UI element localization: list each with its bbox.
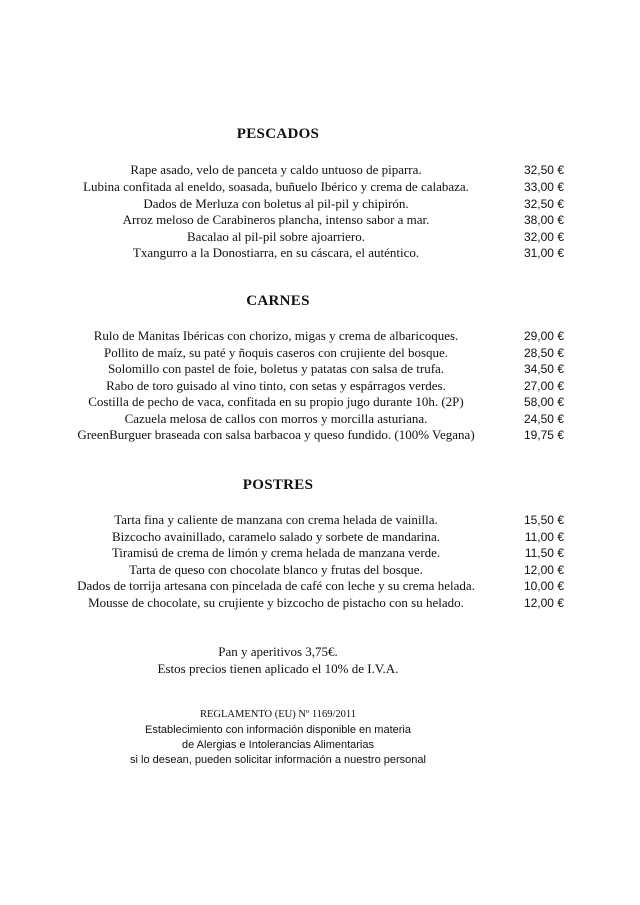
dish-name: GreenBurguer braseada con salsa barbacoa y queso fundido. (100% Vegana) bbox=[77, 427, 475, 442]
menu-item bbox=[0, 595, 640, 612]
dish-name: Costilla de pecho de vaca, confitada en su propio jugo durante 10h. (2P) bbox=[88, 394, 464, 409]
menu-item bbox=[0, 529, 640, 546]
dish-price: 27,00 € bbox=[523, 379, 564, 393]
menu-item bbox=[0, 427, 640, 444]
dish-price: 32,50 € bbox=[523, 197, 564, 211]
vat-note: Estos precios tienen aplicado el 10% de I.V.A. bbox=[157, 661, 399, 676]
bread-note: Pan y aperitivos 3,75€. bbox=[218, 644, 338, 659]
dish-name: Rabo de toro guisado al vino tinto, con setas y espárragos verdes. bbox=[106, 378, 446, 393]
dish-name: Lubina confitada al eneldo, soasada, buñuelo Ibérico y crema de calabaza. bbox=[83, 179, 469, 194]
regulation-line: si lo desean, pueden solicitar información a nuestro personal bbox=[130, 754, 426, 766]
dish-name: Rulo de Manitas Ibéricas con chorizo, migas y crema de albaricoques. bbox=[93, 328, 459, 343]
regulation-title: REGLAMENTO (EU) Nº 1169/2011 bbox=[200, 709, 356, 720]
dish-price: 11,50 € bbox=[524, 546, 564, 560]
dish-name: Solomillo con pastel de foie, boletus y patatas con salsa de trufa. bbox=[107, 361, 445, 376]
dish-price: 11,00 € bbox=[524, 530, 564, 544]
menu-item bbox=[0, 179, 640, 196]
menu-item bbox=[0, 394, 640, 411]
dish-name: Tarta de queso con chocolate blanco y frutas del bosque. bbox=[129, 562, 423, 577]
dish-price: 58,00 € bbox=[523, 395, 564, 409]
dish-price: 24,50 € bbox=[523, 412, 564, 426]
dish-name: Mousse de chocolate, su crujiente y bizcocho de pistacho con su helado. bbox=[88, 595, 464, 610]
menu-item bbox=[0, 328, 640, 345]
menu-item bbox=[0, 578, 640, 595]
dish-price: 12,00 € bbox=[523, 596, 564, 610]
menu-item bbox=[0, 411, 640, 428]
dish-price: 33,00 € bbox=[523, 180, 564, 194]
menu-item bbox=[0, 245, 640, 262]
dish-name: Bizcocho avainillado, caramelo salado y sorbete de mandarina. bbox=[111, 529, 441, 544]
dish-price: 32,00 € bbox=[523, 230, 564, 244]
menu-item bbox=[0, 512, 640, 529]
section-title: PESCADOS bbox=[236, 126, 320, 142]
dish-name: Arroz meloso de Carabineros plancha, intenso sabor a mar. bbox=[122, 212, 430, 227]
dish-price: 29,00 € bbox=[523, 329, 564, 343]
menu-item bbox=[0, 562, 640, 579]
menu-item bbox=[0, 229, 640, 246]
dish-price: 31,00 € bbox=[523, 246, 564, 260]
section-title: POSTRES bbox=[242, 477, 314, 493]
dish-name: Pollito de maíz, su paté y ñoquis caseros con crujiente del bosque. bbox=[103, 345, 449, 360]
dish-price: 34,50 € bbox=[523, 362, 564, 376]
menu-item bbox=[0, 361, 640, 378]
menu-item bbox=[0, 345, 640, 362]
menu-item bbox=[0, 196, 640, 213]
regulation-line: de Alergias e Intolerancias Alimentarias bbox=[182, 739, 374, 751]
dish-price: 10,00 € bbox=[523, 579, 564, 593]
dish-price: 28,50 € bbox=[523, 346, 564, 360]
menu-item bbox=[0, 162, 640, 179]
dish-name: Tarta fina y caliente de manzana con crema helada de vainilla. bbox=[114, 512, 438, 527]
dish-name: Dados de torrija artesana con pincelada de café con leche y su crema helada. bbox=[77, 578, 475, 593]
dish-name: Txangurro a la Donostiarra, en su cáscara, el auténtico. bbox=[132, 245, 420, 260]
dish-name: Cazuela melosa de callos con morros y morcilla asturiana. bbox=[124, 411, 428, 426]
dish-name: Rape asado, velo de panceta y caldo untuoso de piparra. bbox=[130, 162, 422, 177]
dish-name: Bacalao al pil-pil sobre ajoarriero. bbox=[187, 229, 365, 244]
regulation-line: Establecimiento con información disponible en materia bbox=[145, 724, 411, 736]
dish-name: Tiramisú de crema de limón y crema helada de manzana verde. bbox=[111, 545, 441, 560]
menu-item bbox=[0, 378, 640, 395]
menu-item bbox=[0, 212, 640, 229]
dish-price: 12,00 € bbox=[523, 563, 564, 577]
dish-price: 15,50 € bbox=[523, 513, 564, 527]
section-title: CARNES bbox=[246, 293, 310, 309]
dish-name: Dados de Merluza con boletus al pil-pil y chipirón. bbox=[143, 196, 409, 211]
dish-price: 19,75 € bbox=[523, 428, 564, 442]
menu-item bbox=[0, 545, 640, 562]
dish-price: 38,00 € bbox=[523, 213, 564, 227]
dish-price: 32,50 € bbox=[523, 163, 564, 177]
